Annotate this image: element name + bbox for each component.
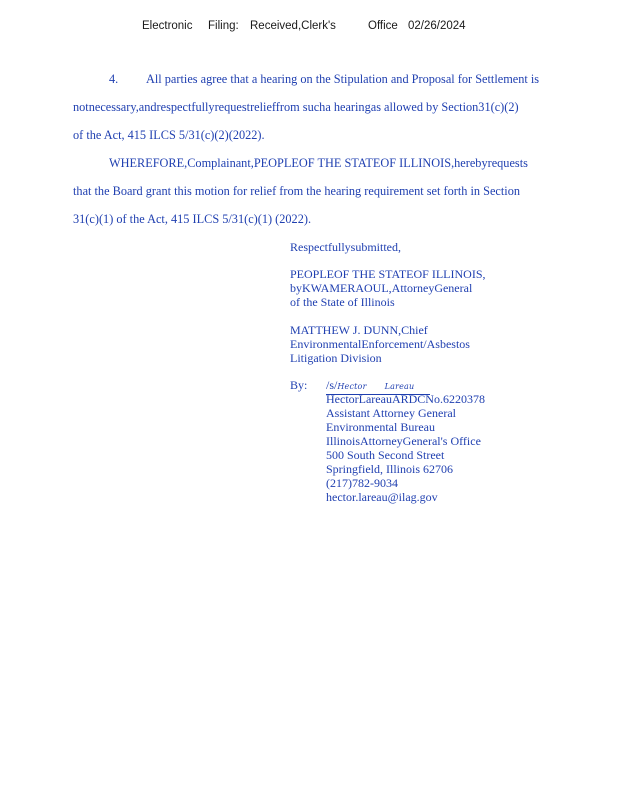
wherefore-line-2: that the Board grant this motion for relief from the hearing requirement set forth in Section <box>73 184 520 198</box>
people-line: PEOPLEOF THE STATEOF ILLINOIS, <box>290 267 486 281</box>
paragraph-4-line-2: notnecessary,andrespectfullyrequestrelieffrom sucha hearingas allowed by Section31(c)(2) <box>73 100 519 114</box>
paragraph-number: 4. <box>109 72 119 86</box>
signer-line: 500 South Second Street <box>326 448 445 462</box>
paragraph-4-line-1: 4. All parties agree that a hearing on the Stipulation and Proposal for Settlement is <box>109 72 540 86</box>
people-line: of the State of Illinois <box>290 295 395 309</box>
header-date: 02/26/2024 <box>408 20 466 32</box>
people-block <box>290 267 486 309</box>
matthew-line: EnvironmentalEnforcement/Asbestos <box>290 337 470 351</box>
matthew-line: Litigation Division <box>290 351 382 365</box>
people-line: byKWAMERAOUL,AttorneyGeneral <box>290 281 473 295</box>
paragraph-4-line-3: of the Act, 415 ILCS 5/31(c)(2)(2022). <box>73 128 265 142</box>
signer-email[interactable]: hector.lareau@ilag.gov <box>326 490 438 504</box>
electronic-signature: /s/Hector Lareau <box>326 378 485 392</box>
matthew-line: MATTHEW J. DUNN,Chief <box>290 323 428 337</box>
filing-stamp-header <box>142 20 466 32</box>
wherefore-line-3: 31(c)(1) of the Act, 415 ILCS 5/31(c)(1) (2022). <box>73 212 312 226</box>
closing-salutation: Respectfullysubmitted, <box>290 240 401 254</box>
signer-line: Springfield, Illinois 62706 <box>326 462 453 476</box>
header-filing: Filing: <box>208 20 239 32</box>
header-received: Received,Clerk's <box>250 20 336 32</box>
header-office: Office <box>368 20 398 32</box>
wherefore-line-1: WHEREFORE,Complainant,PEOPLEOF THE STATEOF ILLINOIS,herebyrequests <box>109 156 528 170</box>
signer-line: IllinoisAttorneyGeneral's Office <box>326 434 481 448</box>
matthew-block <box>290 323 470 365</box>
by-label: By: <box>290 378 308 392</box>
signer-line: HectorLareauARDCNo.6220378 <box>326 392 485 406</box>
header-electronic: Electronic <box>142 20 193 32</box>
signer-line: (217)782-9034 <box>326 476 398 490</box>
signer-line: Environmental Bureau <box>326 420 435 434</box>
signer-line: Assistant Attorney General <box>326 406 456 420</box>
